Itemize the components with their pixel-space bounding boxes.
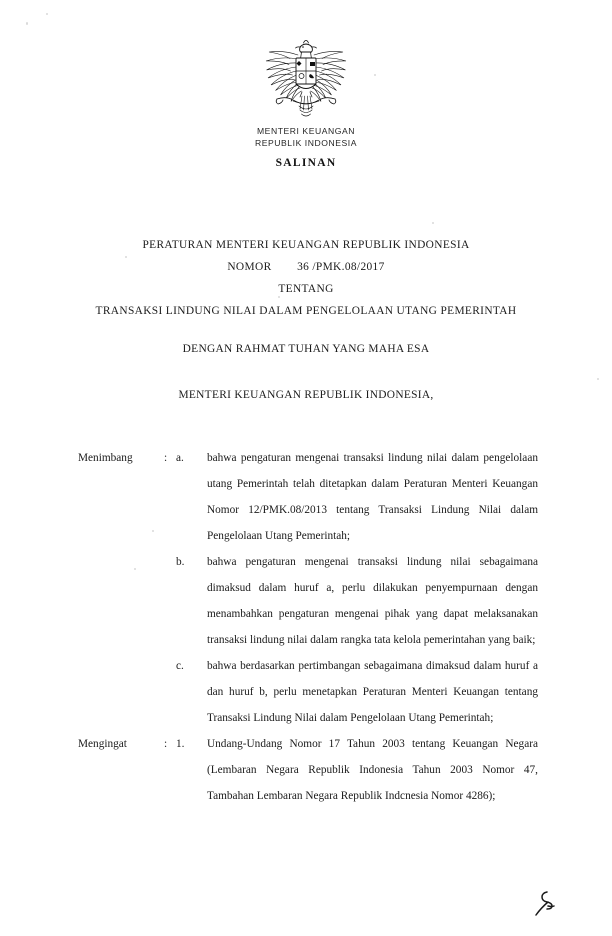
copy-mark-salinan: SALINAN [275,157,337,169]
scan-speck [26,22,28,25]
clause-item [78,653,538,731]
invocation-blessing: DENGAN RAHMAT TUHAN YANG MAHA ESA [182,343,430,355]
scan-speck [432,222,434,224]
clause-text-b: bahwa pengaturan mengenai transaksi lindung nilai sebagaimana dimaksud dalam huruf a, perlu dilakukan penyempurnaan dengan menambahkan pengaturan mengenai pihak yang dapat melaksanakan transaksi lindung nilai dalam rangka tata kelola pemerintahan yang baik; [207,556,538,646]
issuing-authority: MENTERI KEUANGAN REPUBLIK INDONESIA, [178,389,434,401]
handwritten-initial-mark [530,888,560,918]
scan-speck [46,13,48,15]
clause-marker-1: 1. [176,738,185,750]
clauses-body [78,445,538,809]
clause-text-c: bahwa berdasarkan pertimbangan sebagaimana dimaksud dalam huruf a dan huruf b, perlu menetapkan Peraturan Menteri Keuangan tentang Transaksi Lindung Nilai dalam Pengelolaan Utang Pemerintah; [207,660,538,724]
regulation-about-label: TENTANG [278,283,334,295]
regulation-number: NOMOR 36 /PMK.08/2017 [227,261,385,273]
clause-colon: : [164,452,168,464]
garuda-pancasila-emblem [254,40,358,122]
clause-group-menimbang [78,445,538,731]
clause-label-menimbang: Menimbang [78,452,133,464]
clause-item [78,549,538,653]
regulation-subject: TRANSAKSI LINDUNG NILAI DALAM PENGELOLAAN UTANG PEMERINTAH [95,305,517,317]
masthead [0,40,612,169]
clause-colon: : [164,738,168,750]
clause-text-mengingat-1: Undang-Undang Nomor 17 Tahun 2003 tentang Keuangan Negara (Lembaran Negara Republik Indonesia Tahun 2003 Nomor 47, Tambahan Lembaran Negara Republik Indcnesia Nomor 4286); [207,738,538,802]
clause-group-mengingat [78,731,538,809]
clause-item [78,445,538,549]
invocation-block [0,341,612,403]
clause-marker-a: a. [176,452,184,464]
clause-item [78,731,538,809]
clause-label-mengingat: Mengingat [78,738,127,750]
ministry-name-line-2: REPUBLIK INDONESIA [254,137,358,148]
regulation-heading: PERATURAN MENTERI KEUANGAN REPUBLIK INDONESIA [142,239,470,251]
clause-text-a: bahwa pengaturan mengenai transaksi lindung nilai dalam pengelolaan utang Pemerintah telah ditetapkan dalam Peraturan Menteri Keuangan Nomor 12/PMK.08/2013 tentang Transaksi Lindung Nilai dalam Pengelolaan Utang Pemerintah; [207,452,538,542]
clause-marker-b: b. [176,556,185,568]
regulation-title-block [0,234,612,322]
ministry-name-line-1: MENTERI KEUANGAN [256,126,356,136]
clause-marker-c: c. [176,660,184,672]
